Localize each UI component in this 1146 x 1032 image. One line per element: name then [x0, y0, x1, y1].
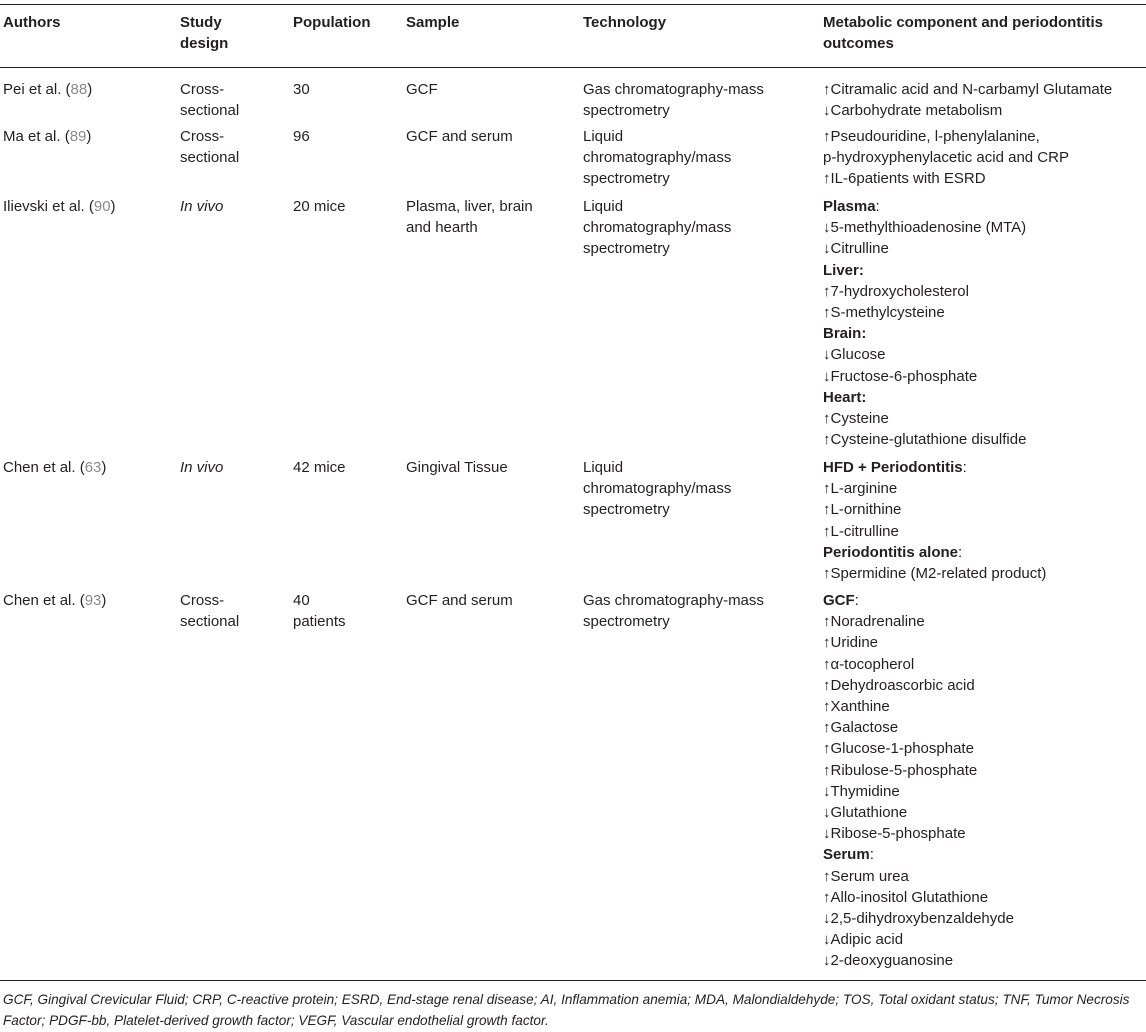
outcome-text: ↓2-deoxyguanosine [823, 952, 954, 970]
study-design-text: sectional [180, 149, 240, 167]
outcome-item [823, 302, 1143, 323]
reference-number: 93 [84, 592, 102, 609]
cell-technology [583, 457, 813, 521]
outcome-item [823, 499, 1143, 520]
reference-number: 88 [70, 81, 88, 98]
technology-text: Gas chromatography-mass [583, 81, 764, 98]
technology-text: chromatography/mass [583, 219, 732, 237]
sample-text: and hearth [406, 219, 478, 237]
outcome-section-label: Periodontitis alone [823, 543, 959, 561]
author-citation-close: ) [86, 128, 92, 145]
bottom-rule [0, 980, 1146, 981]
cell-outcomes [823, 126, 1143, 190]
header-authors-text: Authors [3, 14, 61, 31]
cell-population [293, 126, 393, 147]
cell-outcomes [823, 457, 1143, 584]
outcome-item [823, 950, 1143, 971]
reference-number: 63 [84, 459, 102, 476]
outcome-item [823, 675, 1143, 696]
header-outcomes-line2: outcomes [823, 35, 894, 53]
technology-text: chromatography/mass [583, 480, 732, 498]
cell-authors [3, 196, 163, 217]
author-citation [3, 126, 163, 147]
outcome-text: ↓Citrulline [823, 240, 889, 258]
population-text: patients [293, 613, 346, 631]
outcome-text: ↑Cysteine-glutathione disulfide [823, 431, 1027, 449]
outcome-text: ↓Glucose [823, 346, 886, 364]
technology-text: spectrometry [583, 102, 670, 120]
header-design-line1: Study [180, 14, 222, 31]
author-citation-close: ) [87, 81, 93, 98]
cell-sample [406, 196, 576, 238]
population-text: 42 mice [293, 459, 346, 476]
cell-population [293, 457, 393, 478]
outcome-item [823, 781, 1143, 802]
cell-sample [406, 590, 576, 611]
header-sample-text: Sample [406, 14, 460, 31]
header-design-line2: design [180, 35, 229, 53]
outcome-text: ↑L-citrulline [823, 522, 899, 540]
study-design-text: Cross- [180, 128, 225, 145]
outcome-item [823, 823, 1143, 844]
author-citation [3, 457, 163, 478]
outcome-item [823, 126, 1143, 147]
outcome-text: ↑Xanthine [823, 698, 890, 716]
outcome-text: ↑Galactose [823, 719, 899, 737]
outcome-text: ↑Uridine [823, 634, 879, 652]
technology-text: spectrometry [583, 501, 670, 519]
outcome-text: : [875, 198, 880, 215]
cell-sample [406, 79, 576, 100]
outcome-text: ↑Noradrenaline [823, 613, 925, 631]
outcome-section-label: Heart: [823, 388, 867, 406]
outcome-text: ↑Dehydroascorbic acid [823, 676, 975, 694]
technology-text: spectrometry [583, 613, 670, 631]
header-outcomes-line1: Metabolic component and periodontitis [823, 14, 1104, 31]
outcome-text: ↑α-tocopherol [823, 655, 915, 673]
sample-text: Gingival Tissue [406, 459, 508, 476]
outcome-text: ↓Carbohydrate metabolism [823, 102, 1003, 120]
outcome-text: ↓Adipic acid [823, 931, 904, 949]
outcome-item [823, 738, 1143, 759]
outcome-item [823, 100, 1143, 121]
footnote-line: GCF, Gingival Crevicular Fluid; CRP, C-reactive protein; ESRD, End-stage renal disease; AI, Inflammation anemia; MDA, Malondialdehyde; TOS, Total oxidant status; TNF, Tumor Necrosis [3, 992, 1130, 1007]
cell-authors [3, 79, 163, 100]
population-text: 40 [293, 592, 310, 609]
outcome-text: ↑L-ornithine [823, 501, 902, 519]
study-design-text: Cross- [180, 81, 225, 98]
header-authors [3, 12, 163, 33]
cell-population [293, 196, 393, 217]
outcome-item [823, 632, 1143, 653]
population-text: 30 [293, 81, 310, 98]
outcome-section-heading [823, 457, 1143, 478]
author-citation-close: ) [110, 198, 116, 215]
outcome-section-label: HFD + Periodontitis [823, 459, 963, 476]
outcome-text: ↓Thymidine [823, 782, 900, 800]
cell-authors [3, 590, 163, 611]
outcome-item [823, 929, 1143, 950]
outcome-item [823, 611, 1143, 632]
header-population [293, 12, 393, 33]
cell-technology [583, 590, 813, 632]
outcome-item [823, 281, 1143, 302]
sample-text: Plasma, liver, brain [406, 198, 533, 215]
cell-study-design [180, 196, 285, 217]
technology-text: Liquid [583, 128, 624, 145]
outcome-item [823, 654, 1143, 675]
outcome-text: ↑IL-6patients with ESRD [823, 170, 986, 188]
sample-text: GCF and serum [406, 592, 513, 609]
study-design-text: In vivo [180, 459, 224, 476]
outcome-item [823, 217, 1143, 238]
outcome-text: ↑L-arginine [823, 480, 898, 498]
cell-sample [406, 457, 576, 478]
outcome-text: ↑Glucose-1-phosphate [823, 740, 974, 758]
technology-text: Gas chromatography-mass [583, 592, 764, 609]
outcome-item [823, 760, 1143, 781]
outcome-text: ↓Glutathione [823, 804, 908, 822]
sample-text: GCF [406, 81, 438, 98]
author-name: Pei et al. ( [3, 81, 71, 98]
outcome-item [823, 147, 1143, 168]
outcome-item [823, 408, 1143, 429]
outcome-item [823, 366, 1143, 387]
outcome-item [823, 887, 1143, 908]
author-citation [3, 196, 163, 217]
outcome-text: : [958, 543, 963, 561]
author-name: Ma et al. ( [3, 128, 70, 145]
study-design-text: In vivo [180, 198, 224, 215]
population-text: 20 mice [293, 198, 346, 215]
outcome-item [823, 168, 1143, 189]
study-design-text: Cross- [180, 592, 225, 609]
population-text: 96 [293, 128, 310, 145]
outcome-item [823, 79, 1143, 100]
technology-text: Liquid [583, 459, 624, 476]
cell-technology [583, 79, 813, 121]
outcome-text: ↓2,5-dihydroxybenzaldehyde [823, 910, 1014, 928]
outcome-section-heading [823, 196, 1143, 217]
outcome-text: ↓Ribose-5-phosphate [823, 825, 966, 843]
cell-population [293, 590, 393, 632]
outcome-item [823, 563, 1143, 584]
header-study-design [180, 12, 285, 54]
outcome-section-heading [823, 590, 1143, 611]
author-citation [3, 590, 163, 611]
cell-study-design [180, 457, 285, 478]
outcome-text: p-hydroxyphenylacetic acid and CRP [823, 149, 1069, 167]
technology-text: chromatography/mass [583, 149, 732, 167]
reference-number: 89 [69, 128, 87, 145]
author-name: Chen et al. ( [3, 459, 85, 476]
outcome-text: : [962, 459, 967, 476]
outcome-text: : [869, 846, 874, 864]
cell-technology [583, 126, 813, 190]
header-population-text: Population [293, 14, 371, 31]
footnote-line: Factor; PDGF-bb, Platelet-derived growth factor; VEGF, Vascular endothelial growth factor. [3, 1012, 549, 1028]
author-citation-close: ) [101, 459, 107, 476]
sample-text: GCF and serum [406, 128, 513, 145]
cell-study-design [180, 126, 285, 168]
outcome-section-heading [823, 323, 1143, 344]
outcome-text: ↑Spermidine (M2-related product) [823, 565, 1047, 583]
table-footnote [3, 990, 1143, 1031]
outcome-section-heading [823, 844, 1143, 865]
outcome-text: ↑S-methylcysteine [823, 304, 945, 322]
header-outcomes [823, 12, 1143, 54]
author-name: Chen et al. ( [3, 592, 85, 609]
header-technology [583, 12, 813, 33]
outcome-section-heading [823, 387, 1143, 408]
cell-study-design [180, 590, 285, 632]
study-design-text: sectional [180, 613, 240, 631]
outcome-item [823, 478, 1143, 499]
outcome-section-label: Plasma [823, 198, 876, 215]
author-citation-close: ) [101, 592, 107, 609]
outcome-section-label: Liver: [823, 261, 864, 279]
outcome-section-heading [823, 542, 1143, 563]
technology-text: spectrometry [583, 170, 670, 188]
cell-authors [3, 126, 163, 147]
header-technology-text: Technology [583, 14, 667, 31]
reference-number: 90 [93, 198, 111, 215]
outcome-item [823, 866, 1143, 887]
outcome-text: ↓5-methylthioadenosine (MTA) [823, 219, 1027, 237]
outcome-text: ↑7-hydroxycholesterol [823, 282, 969, 300]
outcome-item [823, 802, 1143, 823]
top-rule [0, 4, 1146, 5]
author-name: Ilievski et al. ( [3, 198, 94, 215]
outcome-section-label: Serum [823, 846, 870, 864]
outcome-item [823, 344, 1143, 365]
study-design-text: sectional [180, 102, 240, 120]
outcome-text: ↑Allo-inositol Glutathione [823, 888, 989, 906]
header-sample [406, 12, 576, 33]
cell-study-design [180, 79, 285, 121]
outcome-text: ↓Fructose-6-phosphate [823, 367, 978, 385]
outcome-section-label: GCF [823, 592, 855, 609]
outcome-text: ↑Serum urea [823, 867, 909, 885]
outcome-text: ↑Citramalic acid and N-carbamyl Glutamate [823, 81, 1113, 98]
outcome-item [823, 717, 1143, 738]
cell-authors [3, 457, 163, 478]
outcome-item [823, 521, 1143, 542]
outcome-text: ↑Pseudouridine, l-phenylalanine, [823, 128, 1040, 145]
cell-outcomes [823, 79, 1143, 121]
outcome-text: ↑Ribulose-5-phosphate [823, 761, 978, 779]
technology-text: Liquid [583, 198, 624, 215]
outcome-text: ↑Cysteine [823, 410, 889, 428]
outcome-item [823, 238, 1143, 259]
header-rule [0, 67, 1146, 68]
cell-population [293, 79, 393, 100]
outcome-item [823, 429, 1143, 450]
outcome-item [823, 908, 1143, 929]
technology-text: spectrometry [583, 240, 670, 258]
cell-technology [583, 196, 813, 260]
outcome-text: : [854, 592, 859, 609]
cell-outcomes [823, 196, 1143, 450]
outcome-item [823, 696, 1143, 717]
outcome-section-heading [823, 260, 1143, 281]
author-citation [3, 79, 163, 100]
cell-outcomes [823, 590, 1143, 972]
cell-sample [406, 126, 576, 147]
outcome-section-label: Brain: [823, 325, 867, 343]
